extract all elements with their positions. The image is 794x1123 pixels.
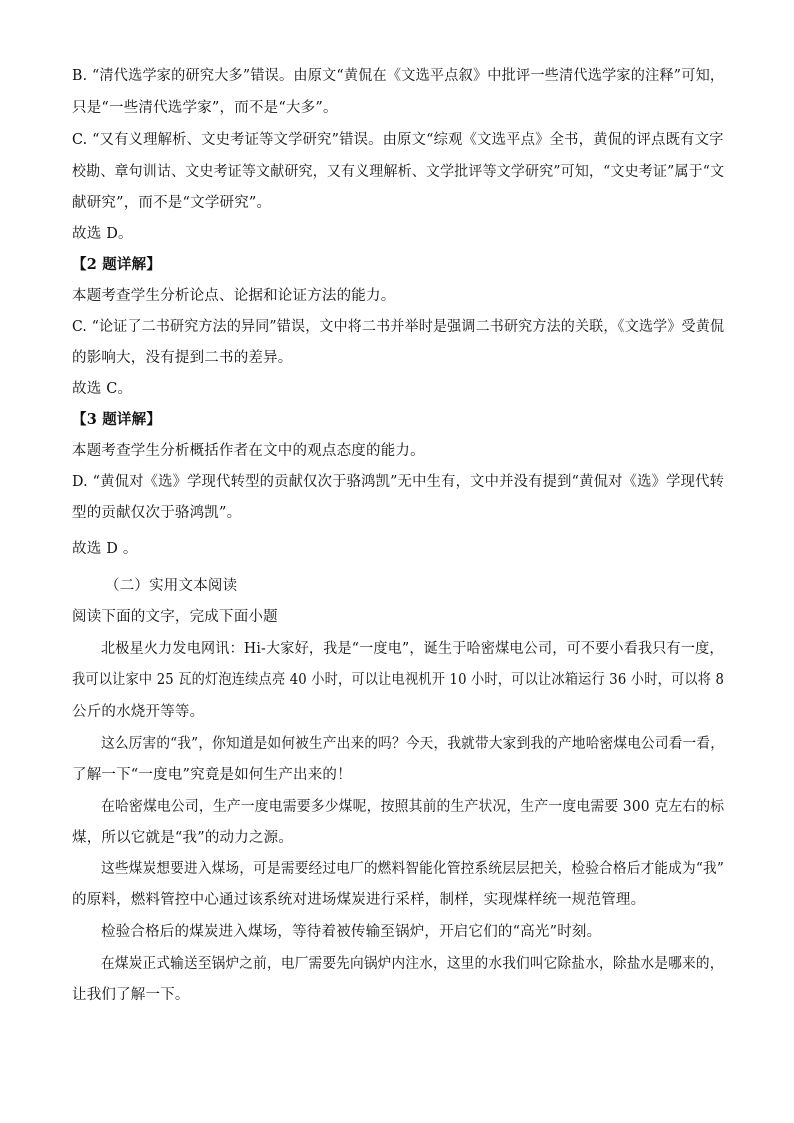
paragraph-line: 在煤炭正式输送至锅炉之前，电厂需要先向锅炉内注水，这里的水我们叫它除盐水，除盐水是哪来的， — [101, 956, 724, 972]
paragraph-line: 我可以让家中 25 瓦的灯泡连续点亮 40 小时，可以让电视机开 10 小时，可以让冰箱运行 36 小时，可以将 8 — [72, 672, 725, 688]
paragraph-line: 北极星火力发电网讯：Hi-大家好，我是“一度电”，诞生于哈密煤电公司，可不要小看我只有一度， — [101, 641, 724, 657]
paragraph-line: 让我们了解一下。 — [72, 987, 190, 1003]
paragraph-line: 检验合格后的煤炭进入煤场，等待着被传输至锅炉，开启它们的“高光”时刻。 — [101, 924, 602, 940]
text-line: 故选 D。 — [72, 226, 133, 242]
section-title: （二）实用文本阅读 — [105, 578, 238, 594]
paragraph-line: 这么厉害的“我”，你知道是如何被生产出来的吗？今天，我就带大家到我的产地哈密煤电公司看一看， — [101, 736, 725, 752]
section-heading: 【2 题详解】 — [72, 256, 162, 273]
text-line: 本题考查学生分析概括作者在文中的观点态度的能力。 — [72, 443, 425, 459]
text-line: C. “又有义理解析、文史考证等文学研究”错误。由原文“综观《文选平点》全书，黄侃的评点既有文字 — [72, 132, 724, 148]
text-line: 只是“一些清代选学家”，而不是“大多”。 — [72, 100, 338, 116]
text-line: 的影响大，没有提到二书的差异。 — [72, 350, 293, 366]
paragraph-line: 煤，所以它就是“我”的动力之源。 — [72, 830, 294, 846]
paragraph-line: 了解一下“一度电”究竟是如何生产出来的！ — [72, 767, 352, 783]
text-line: 校勘、章句训诂、文史考证等文献研究，又有义理解析、文学批评等文学研究”可知，“文史考证”属于“文 — [72, 164, 725, 180]
text-line: C. “论证了二书研究方法的异同”错误，文中将二书并举时是强调二书研究方法的关联，《文选学》受黄侃 — [72, 319, 725, 335]
text-line: 献研究”，而不是“文学研究”。 — [72, 195, 272, 211]
text-line: 型的贡献仅次于骆鸿凯”。 — [72, 505, 242, 521]
text-line: 故选 D 。 — [72, 541, 138, 557]
section-heading: 【3 题详解】 — [72, 411, 162, 428]
text-line: D. “黄侃对《选》学现代转型的贡献仅次于骆鸿凯”无中生有，文中并没有提到“黄侃对《选》学现代转 — [72, 474, 725, 490]
text-line: 故选 C。 — [72, 381, 133, 397]
text-line: B. “清代选学家的研究大多”错误。由原文“黄侃在《文选平点叙》中批评一些清代选学家的注释”可知， — [72, 68, 725, 84]
paragraph-line: 这些煤炭想要进入煤场，可是需要经过电厂的燃料智能化管控系统层层把关，检验合格后才能成为“我” — [101, 861, 725, 877]
paragraph-line: 的原料，燃料管控中心通过该系统对进场煤炭进行采样，制样，实现煤样统一规范管理。 — [72, 892, 646, 908]
paragraph-line: 在哈密煤电公司，生产一度电需要多少煤呢，按照其前的生产状况，生产一度电需要 300 克左右的标 — [101, 799, 725, 815]
text-line: 本题考查学生分析论点、论据和论证方法的能力。 — [72, 288, 396, 304]
text-line: 阅读下面的文字，完成下面小题 — [72, 609, 278, 625]
paragraph-line: 公斤的水烧开等等。 — [72, 704, 205, 720]
